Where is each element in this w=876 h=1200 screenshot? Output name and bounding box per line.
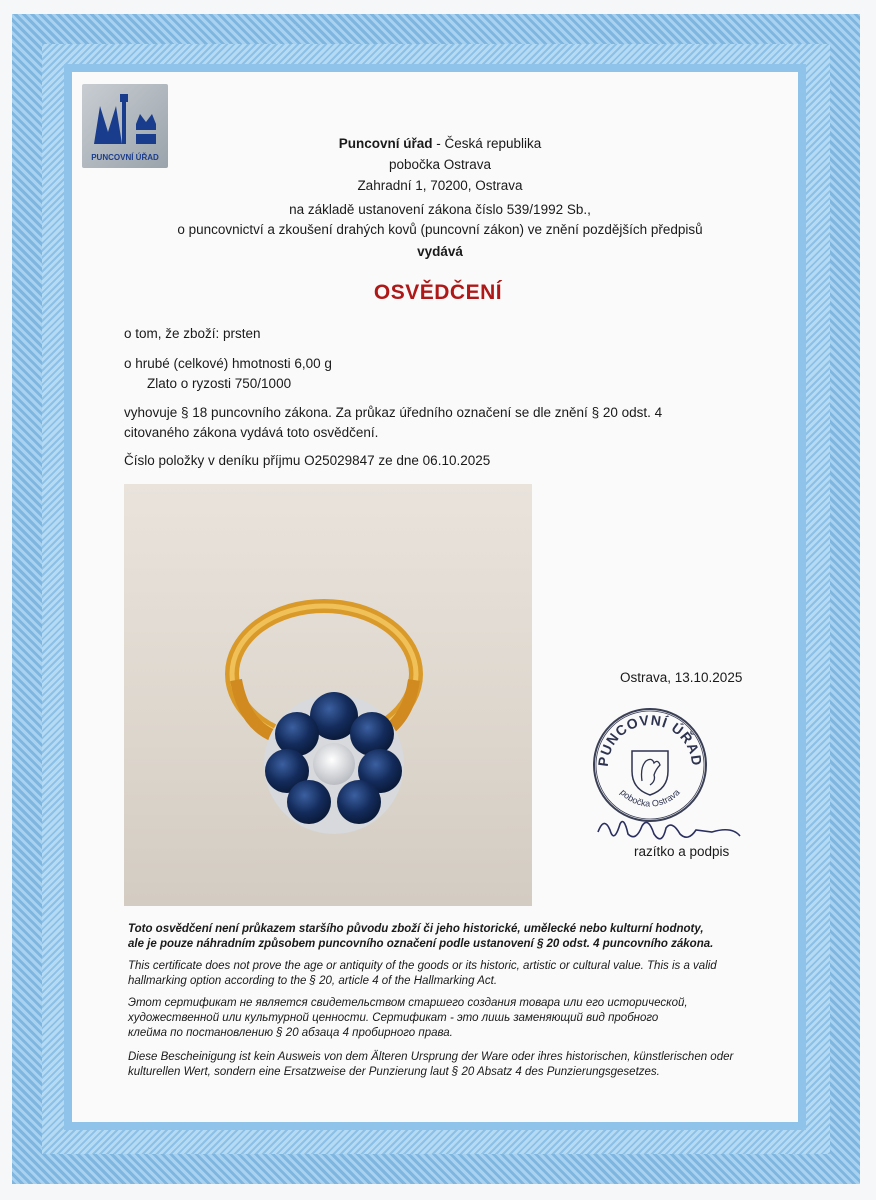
ring-image	[124, 484, 532, 906]
svg-text:pobočka Ostrava	[618, 787, 681, 808]
law-line-1: na základě ustanovení zákona číslo 539/1992 Sb.,	[289, 202, 591, 217]
stamp-signature-label: razítko a podpis	[634, 844, 730, 859]
issues-line: vydává	[417, 244, 463, 259]
office-name: Puncovní úřad	[338, 136, 433, 151]
place-date: Ostrava, 13.10.2025	[620, 670, 743, 685]
compliance-line-1: vyhovuje § 18 puncovního zákona. Za průkaz úředního označení se dle znění § 20 odst. 4	[124, 405, 663, 420]
note-de-line-1: Diese Bescheinigung ist kein Ausweis von dem Älteren Ursprung der Ware oder ihres historischen, künstlerischen oder	[128, 1051, 734, 1063]
note-en-line-2: hallmarking option according to the § 20, article 4 of the Hallmarking Act.	[128, 975, 498, 987]
official-stamp	[590, 705, 710, 825]
address-line: Zahradní 1, 70200, Ostrava	[357, 178, 523, 193]
note-ru-line-2: художественной или культурной ценности. Сертификат - это лишь заменяющий вид пробного	[128, 1012, 659, 1024]
logo-label: PUNCOVNÍ ÚŘAD	[91, 153, 159, 162]
compliance-line-2: citovaného zákona vydává toto osvědčení.	[124, 425, 379, 440]
stamp-top-text: PUNCOVNÍ ÚŘAD	[594, 711, 706, 768]
office-country: - Česká republika	[432, 136, 542, 151]
note-de-line-2: kulturellen Wert, sondern eine Ersatzweise der Punzierung laut § 20 Absatz 4 des Punzierungsgesetzes.	[128, 1066, 660, 1078]
note-cz-line-2: ale je pouze náhradním způsobem puncovního označení podle ustanovení § 20 odst. 4 puncovního zákona.	[128, 938, 714, 950]
stamp-bottom-text: pobočka Ostrava	[618, 787, 682, 809]
stamp-seal-icon	[590, 705, 710, 825]
gold-fineness-line: Zlato o ryzosti 750/1000	[147, 376, 292, 391]
note-cz-line-1: Toto osvědčení není průkazem staršího původu zboží či jeho historické, umělecké nebo kulturní hodnoty,	[128, 923, 704, 935]
note-ru-line-1: Этот сертификат не является свидетельством старшего создания товара или его исторической,	[128, 997, 688, 1009]
entry-number-line: Číslo položky v deníku příjmu O25029847 ze dne 06.10.2025	[124, 453, 491, 468]
office-line	[120, 134, 760, 153]
ring-photo	[124, 484, 532, 906]
note-ru-line-3: клейма по постановлению § 20 абзаца 4 пробирного права.	[128, 1027, 453, 1039]
goods-line: o tom, že zboží: prsten	[124, 326, 261, 341]
certificate-title: OSVĚDČENÍ	[373, 281, 503, 304]
weight-line: o hrubé (celkové) hmotnosti 6,00 g	[124, 356, 332, 371]
note-en-line-1: This certificate does not prove the age or antiquity of the goods or its historic, artistic or cultural value. This is a valid	[128, 960, 717, 972]
law-line-2: o puncovnictví a zkoušení drahých kovů (puncovní zákon) ve znění pozdějších předpisů	[177, 222, 703, 237]
branch-line: pobočka Ostrava	[388, 157, 492, 172]
